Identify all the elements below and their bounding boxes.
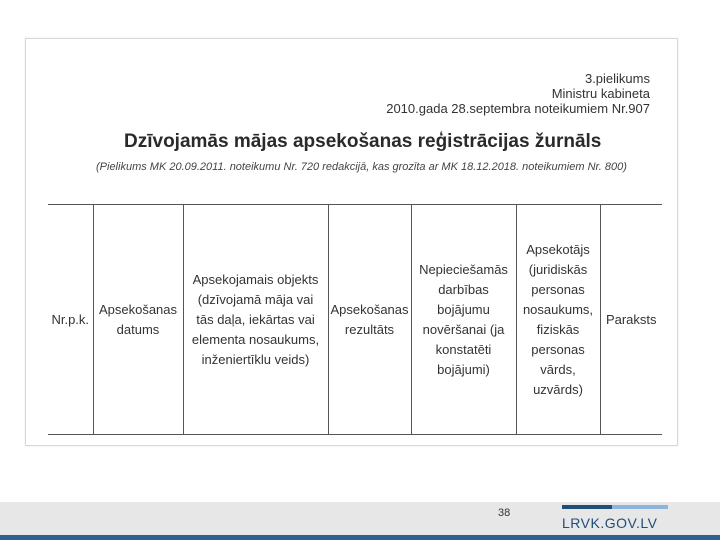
column-header-line: fiziskās (536, 321, 580, 337)
column-header-line: datums (116, 321, 160, 337)
footer-accent-light (612, 505, 668, 509)
table-header-row (48, 205, 662, 435)
footer-accent-dark (562, 505, 612, 509)
column-header-line: Paraksts (605, 311, 657, 327)
appendix-issuer: Ministru kabineta (551, 86, 650, 101)
column-header-line: (juridiskās (528, 261, 588, 277)
column-header-line: (dzīvojamā māja vai (197, 291, 314, 307)
column-header-line: Nr.p.k. (51, 311, 90, 327)
document-subtitle: (Pielikums MK 20.09.2011. noteikumu Nr. 720 redakcijā, kas grozīta ar MK 18.12.2018. noteikumiem Nr. 800) (96, 161, 627, 173)
column-header-line: Apsekošanas (98, 301, 178, 317)
column-header-line: tās daļa, iekārtas vai (196, 311, 315, 327)
appendix-regulation: 2010.gada 28.septembra noteikumiem Nr.907 (386, 101, 650, 116)
column-header-line: Nepieciešamās (419, 261, 508, 277)
column-header-line: personas (531, 281, 585, 297)
footer-stripe (0, 535, 720, 540)
document-image (25, 38, 678, 446)
column-header-line: nosaukums, (522, 301, 594, 317)
column-header-line: Apsekotājs (526, 241, 590, 257)
column-header-actions (411, 205, 516, 435)
column-header-line: Apsekojamais objekts (192, 271, 319, 287)
column-header-line: novēršanai (ja (422, 321, 505, 337)
column-header-result (328, 205, 411, 435)
column-header-line: rezultāts (344, 321, 395, 337)
column-header-line: konstatēti (435, 341, 492, 357)
column-header-line: bojājumu (437, 301, 490, 317)
page-number: 38 (498, 507, 511, 519)
column-header-line: darbības (438, 281, 489, 297)
column-header-line: vārds, (540, 361, 576, 377)
site-url[interactable]: LRVK.GOV.LV (562, 515, 658, 531)
column-header-date (93, 205, 183, 435)
column-header-signature (600, 205, 662, 435)
column-header-number (48, 205, 93, 435)
document-title: Dzīvojamās mājas apsekošanas reģistrācijas žurnāls (124, 131, 602, 152)
column-header-object (183, 205, 328, 435)
column-header-line: Apsekošanas (330, 301, 409, 317)
column-header-line: inženiertīklu veids) (201, 351, 310, 367)
appendix-number: 3.pielikums (584, 71, 650, 86)
column-header-line: uzvārds) (533, 381, 583, 397)
journal-table (48, 204, 662, 435)
column-header-line: elementa nosaukums, (191, 331, 320, 347)
column-header-line: bojājumi) (437, 361, 490, 377)
column-header-line: personas (531, 341, 585, 357)
column-header-inspector (516, 205, 600, 435)
